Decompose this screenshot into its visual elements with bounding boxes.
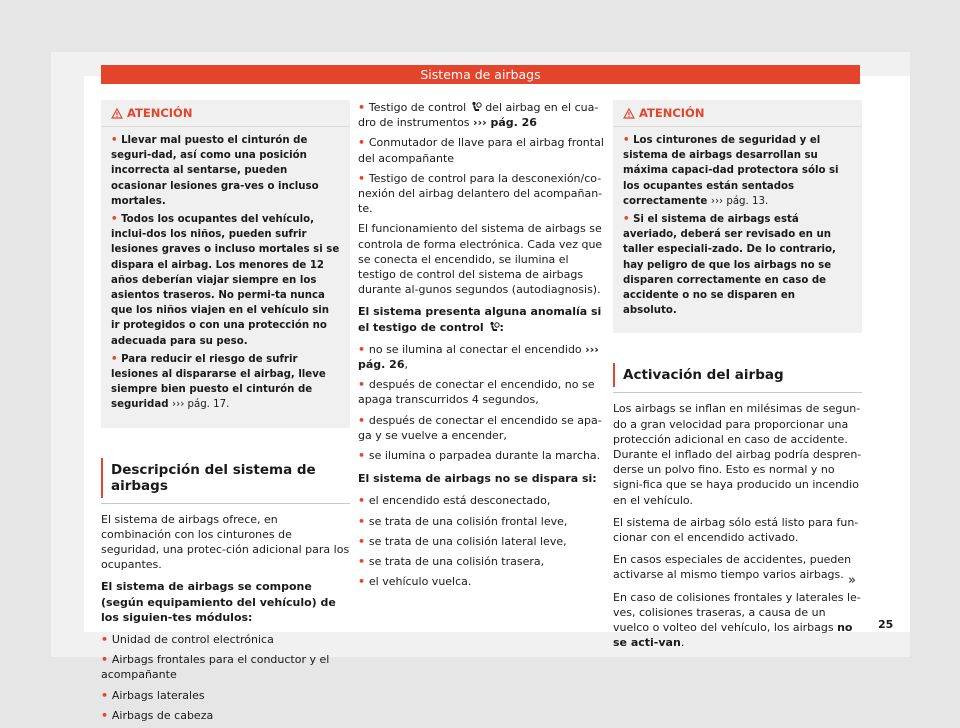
bullet: • [358,534,369,548]
paragraph: En casos especiales de accidentes, pueden activarse al mismo tiempo varios airbags. [613,553,852,582]
paragraph: El sistema de airbags ofrece, en combinación con los cinturones de seguridad, una protec-ción adicional para los ocupantes. [101,512,350,572]
section-title-activacion: Activación del airbag [613,363,862,387]
bullet: • [111,214,122,226]
page-number: 25 [878,618,894,631]
bullet: • [358,378,369,392]
bullet: • [101,653,112,667]
page-reference-link[interactable]: ››› pág. 26 [473,116,537,130]
paragraph: El funcionamiento del sistema de airbags se controla de forma electrónica. Cada vez que se conecta el encendido, se ilumina el testigo de control del sistema de airbags durante al-gunos segundos (autodiagnosis). [358,222,603,297]
bullet: • [358,449,369,463]
warning-triangle-icon [111,108,123,119]
list-item: • Airbags frontales para el conductor y el acompañante [101,653,330,682]
section-title-descripcion: Descripción del sistema de airbags [101,458,350,498]
page-header: Sistema de airbags [101,65,860,84]
bullet: • [358,413,369,427]
bullet: • [358,342,369,356]
column-1 [101,100,350,728]
paragraph: El sistema de airbag sólo está listo para fun-cionar con el encendido activado. [613,515,859,545]
list-item: • Unidad de control electrónica [101,633,274,647]
bullet: • [358,101,369,114]
bullet: • [111,135,122,146]
page-reference-link[interactable]: ››› pág. 13. [710,195,769,207]
paragraph: Los airbags se inflan en milésimas de segun-do a gran velocidad para proporcionar una protección adicional en caso de accidente. Durante el inflado del airbag podría despren-derse un polvo fino. Esto es normal y no signi-fica que se haya producido un incendio en el vehículo. [613,402,862,507]
page-reference-link[interactable]: ››› pág. 26 [358,342,599,372]
list-item: • Conmutador de llave para el airbag frontal del acompañante [358,136,604,165]
warning-heading: ATENCIÓN [613,100,862,127]
list-item: • el encendido está desconectado, [358,494,551,508]
subheading: El sistema presenta alguna anomalía si el testigo de control : [358,305,602,334]
bullet: • [111,353,122,365]
warning-box-2 [613,100,862,333]
column-3 [613,100,862,657]
continue-arrow-icon: » [848,573,856,588]
bullet: • [623,135,634,146]
page-reference-link[interactable]: ››› pág. 17. [172,399,230,411]
warning-item: • Para reducir el riesgo de sufrir lesiones al dispararse el airbag, lleve siempre bien puesto el cinturón de seguridad ››› pág. 17. [111,353,326,411]
list-item: • Testigo de control del airbag en el cua-dro de instrumentos ››› pág. 26 [358,101,599,130]
list-item: • se trata de una colisión frontal leve, [358,514,568,528]
subheading: El sistema de airbags no se dispara si: [358,472,597,486]
bullet: • [101,708,112,722]
warning-item: • Todos los ocupantes del vehículo, inclui-dos los niños, pueden sufrir lesiones graves o incluso mortales si se dispara el airbag. Los menores de 12 años deberían viajar siempre en los asientos traseros. No permi-ta nunca que los niños viajen en el vehículo sin ir protegidos o con una protección no adecuada para su peso. [111,214,340,347]
list-item: • no se ilumina al conectar el encendido ››› pág. 26, [358,342,599,372]
list-item: • después de conectar el encendido se apa-ga y se vuelve a encender, [358,413,602,442]
bullet: • [623,214,634,226]
list-item: • Testigo de control para la desconexión/co-nexión del airbag delantero del acompañan-te. [358,171,603,216]
paragraph: En caso de colisiones frontales y laterales le-ves, colisiones traseras, a causa de un vuelco o volteo del vehículo, los airbags no se acti-van. [613,590,861,650]
list-item: • se trata de una colisión lateral leve, [358,534,567,548]
list-item: • el vehículo vuelca. [358,575,472,589]
column-2 [358,100,607,594]
warning-item: • Si el sistema de airbags está averiado, deberá ser revisado en un taller especiali-zado. De lo contrario, hay peligro de que los airbags no se disparen correctamente en caso de accidente o no se disparen en absoluto. [623,214,836,317]
bullet: • [358,136,369,150]
bullet: • [101,633,112,647]
list-item: • Airbags de cabeza [101,708,214,722]
warning-item: • Los cinturones de seguridad y el sistema de airbags desarrollan su máxima capaci-dad protectora sólo si los ocupantes están sentados correctamente ››› pág. 13. [623,135,839,207]
list-item: • Airbags laterales [101,688,205,702]
bullet: • [358,575,369,589]
airbag-warning-icon [470,101,482,113]
bullet: • [358,171,369,185]
list-item: • después de conectar el encendido, no se apaga transcurridos 4 segundos, [358,378,595,407]
bullet: • [358,494,369,508]
warning-triangle-icon [623,108,635,119]
list-item: • se trata de una colisión trasera, [358,555,545,569]
subheading: El sistema de airbags se compone (según equipamiento del vehículo) de los siguien-tes módulos: [101,580,336,624]
warning-item: • Llevar mal puesto el cinturón de seguri-dad, así como una posición incorrecta al sentarse, pueden ocasionar lesiones gra-ves o incluso mortales. [111,135,319,207]
bullet: • [358,555,369,569]
bullet: • [358,514,369,528]
bullet: • [101,688,112,702]
list-item: • se ilumina o parpadea durante la marcha. [358,449,601,463]
warning-box-1 [101,100,350,428]
airbag-warning-icon [488,321,500,333]
warning-heading: ATENCIÓN [101,100,350,127]
